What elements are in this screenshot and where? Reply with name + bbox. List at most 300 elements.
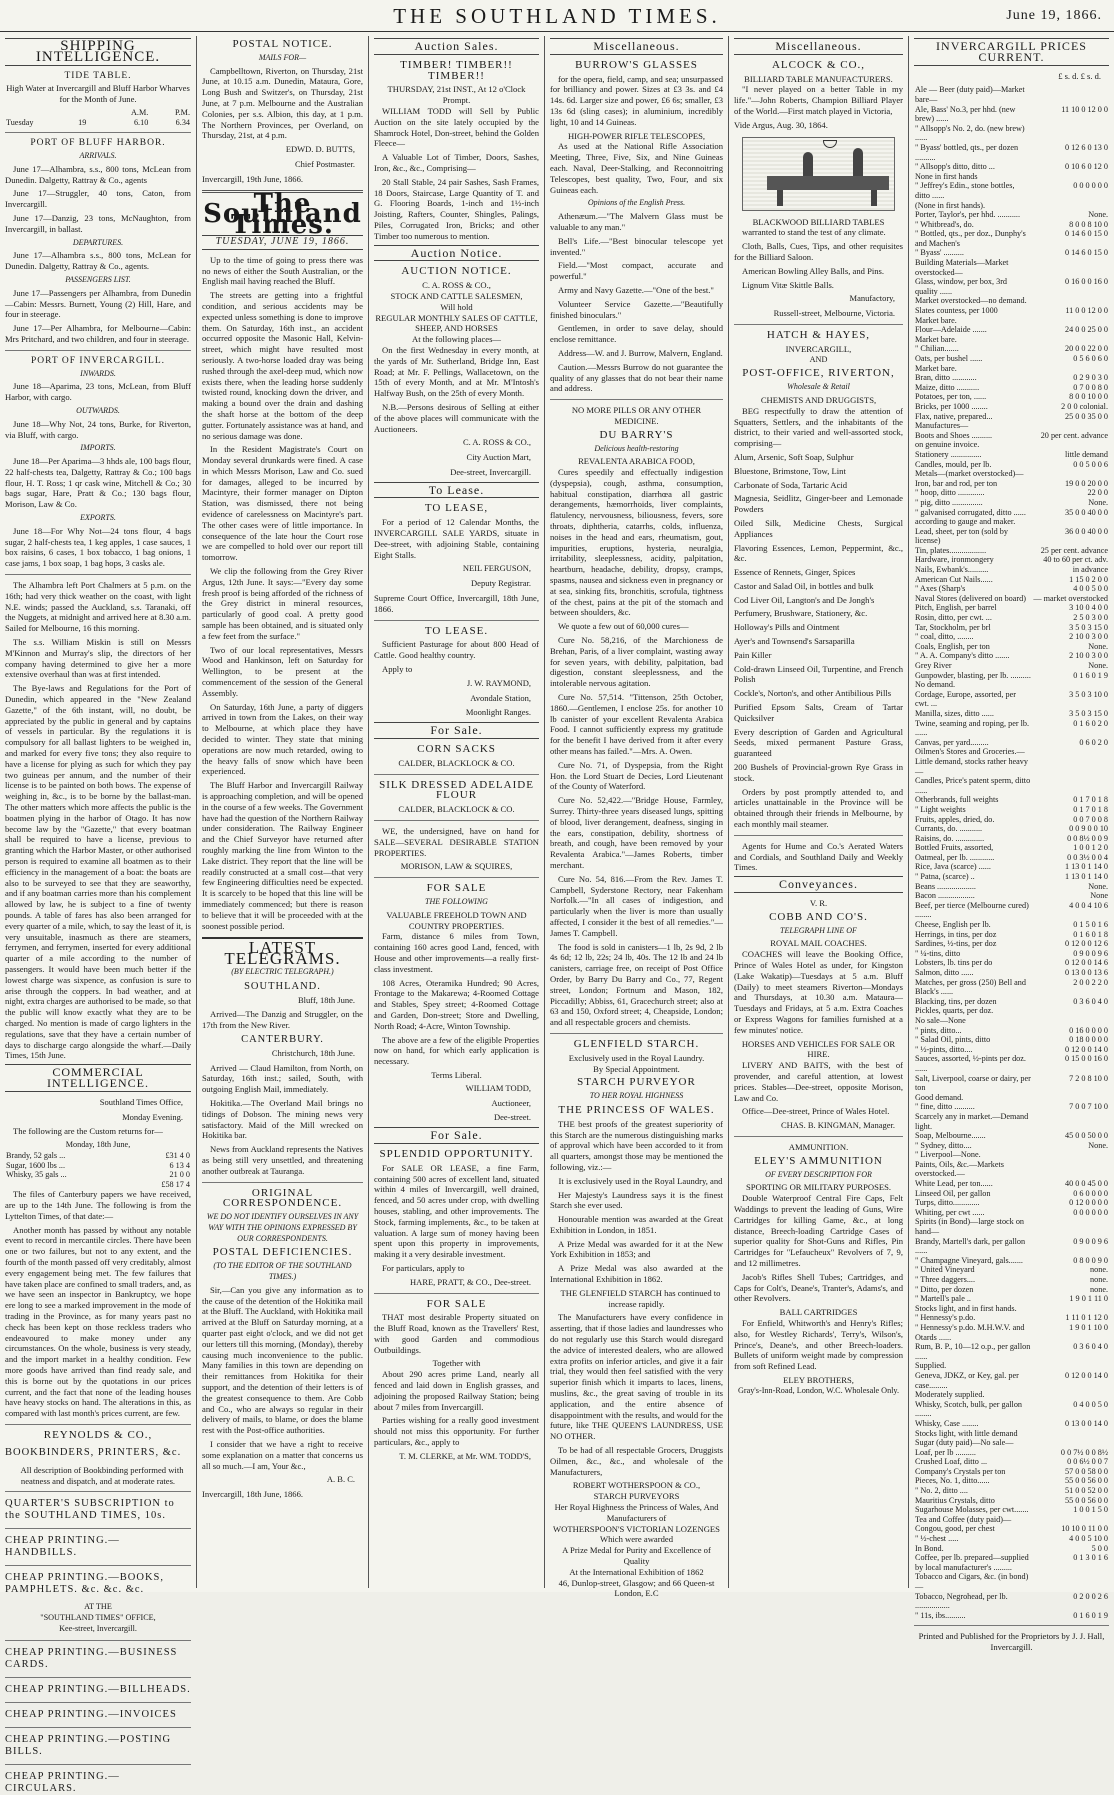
price-item: Candles, Price's patent sperm, ditto ...... [915, 776, 1031, 795]
table-row [914, 575, 1109, 585]
price-value: 57 0 0 58 0 0 [1065, 1466, 1108, 1476]
ad-line: HORSES AND VEHICLES FOR SALE OR HIRE. [741, 1038, 896, 1060]
price-value: None. [1088, 1140, 1108, 1150]
tide-table [5, 108, 191, 127]
price-item: " Allsopp's ditto, ditto ... [915, 162, 995, 172]
price-value [1032, 1361, 1109, 1371]
price-value: 7 0 0 7 10 0 [1069, 1102, 1108, 1112]
price-item: Company's Crystals per ton [915, 1466, 1006, 1476]
paragraph: for the opera, field, camp, and sea; unsurpassed for brilliancy and power. Sizes at £3 3s. and £4 14s. 6d. Larger size and power, £6 6s; smaller, £3 13s 6d (sling cases); in aluminium, incredibly light, 10 and 14 Guineas. [550, 73, 723, 127]
table-row [5, 1170, 191, 1180]
price-value [1032, 1438, 1109, 1448]
ad-line: ROBERT WOTHERSPOON & CO., [572, 1480, 701, 1491]
price-value [1032, 316, 1109, 326]
paragraph: Cure No. 52,422.—"Bridge House, Farmley, Surrey. Thirty-three years diseased lungs, spitting of blood, liver derangement, deafness, singing in the ears, constipation, debility, shortness of breath, and cough, have been removed by your Revalenta Arabica."—James Roberts, timber merchant. [550, 795, 723, 870]
ad-heading: REYNOLDS & CO., [43, 1429, 153, 1442]
table-row [914, 440, 1109, 450]
table-row [914, 958, 1109, 968]
price-item: Boots and Shoes .......... [915, 430, 993, 440]
table-row [914, 431, 1109, 441]
paragraph: A Valuable Lot of Timber, Doors, Sashes, Iron, &c., &c., Comprising— [374, 152, 539, 173]
price-value: 1 11 0 1 12 0 [1065, 1313, 1108, 1323]
subheading: DEPARTURES. [72, 237, 124, 247]
ad-lead: CHEAP PRINTING.—BILLHEADS. [5, 1683, 191, 1695]
price-item: " Sydney, ditto.... [915, 1140, 972, 1150]
paragraph: To be had of all respectable Grocers, Druggists Oilmen, &c., &c., and wholesale of the Manufacturers, [550, 1445, 723, 1477]
section-heading: For Sale. [374, 722, 539, 739]
price-item: Whisky, Scotch, bulk, per gallon ........ [915, 1399, 1023, 1419]
list-item: Pain Killer [734, 649, 772, 660]
price-value: None. [1088, 210, 1108, 220]
price-item: Tin, plates.................. [915, 545, 987, 555]
section-heading: INVERCARGILL PRICES CURRENT. [914, 38, 1109, 66]
price-value [1032, 296, 1109, 306]
ad-heading: BURROW'S GLASSES [575, 58, 698, 71]
paragraph: News from Auckland represents the Natives as being still very unsettled, and threatening another outbreak at Tauranga. [202, 1144, 363, 1176]
paragraph: WE, the undersigned, have on hand for SALE—SEVERAL DESIRABLE STATION PROPERTIES. [374, 826, 539, 858]
price-item: " Three daggers.... [915, 1275, 976, 1285]
price-value [1032, 258, 1109, 277]
price-item: Market bare. [915, 334, 957, 344]
list-item: Cod Liver Oil, Langton's and De Jongh's [734, 594, 875, 605]
paragraph: I consider that we have a right to receive some explanation on a matter that concerns us all so much.—I am, Your &c., [202, 1439, 363, 1471]
column-3 [368, 36, 544, 1588]
price-value: 45 0 0 50 0 0 [1065, 1131, 1108, 1141]
price-value [1032, 1429, 1109, 1439]
signature: A. B. C. [326, 1474, 355, 1485]
ad-line: Terms Liberal. [431, 1069, 482, 1080]
price-value [1032, 1150, 1109, 1160]
table-row [914, 1006, 1109, 1016]
paragraph: June 18—Aparima, 23 tons, McLean, from Bluff Harbor, with cargo. [5, 381, 191, 403]
price-value: 25 0 0 35 0 0 [1065, 411, 1108, 421]
imprint: Printed and Published for the Proprietors by J. J. Hall, Invercargill. [918, 1631, 1105, 1653]
paragraph: Lignum Vitæ Skittle Balls. [742, 279, 834, 290]
price-item: Fruits, apples, dried, do. [915, 814, 995, 824]
paragraph: June 18—For Why Not—24 tons flour, 4 bags sugar, 2 half-chests tea, 1 keg apples, 1 case sauces, 1 box raisins, 6 cases, 1 box tobacco, 1 bag onions, 1 case jams, 1 box soap, 1 bag hops, 3 casks ale. [5, 525, 191, 569]
price-item: Bricks, per 1000 ........ [915, 401, 988, 411]
paragraph: Arrived—The Danzig and Struggler, on the 17th from the New River. [202, 1009, 363, 1031]
paragraph: 20 Stall Stable, 24 pair Sashes, Sash Frames, 18 Doors, Staircase, Large Quantity of T. and G. Flooring Boards, 1-inch and 1½-inch Joisting, Rafters, Counter, Shingles, Palings, Piles, Corrugated Iron, Bricks; and other Timber too numerous to mention. [374, 176, 539, 241]
table-row [914, 1150, 1109, 1160]
dateline: Christchurch, 18th June. [271, 1047, 355, 1058]
price-item: Potatoes, per ton, ...... [915, 392, 987, 402]
table-row [914, 306, 1109, 316]
price-value [1032, 172, 1109, 182]
price-value: none. [1090, 1275, 1108, 1285]
table-row [914, 316, 1109, 326]
ad-line: AMMUNITION. [788, 1141, 849, 1152]
price-item: " Patna, (scarce) .. [915, 872, 975, 882]
paragraph: Army and Navy Gazette.—"One of the best." [558, 284, 714, 295]
ad-lead: QUARTER'S SUBSCRIPTION to the SOUTHLAND TIMES, 10s. [5, 1498, 175, 1522]
price-item: No demand. [915, 680, 956, 690]
signature: MORISON, LAW & SQUIRES, [400, 861, 513, 872]
place-heading: SOUTHLAND. [244, 980, 321, 992]
table-row [914, 862, 1109, 872]
paragraph: Supreme Court Office, Invercargill, 18th June, 1866. [374, 593, 539, 614]
list-item: Alum, Arsenic, Soft Soap, Sulphur [734, 451, 854, 462]
ad-line: Kee-street, Invercargill. [59, 1624, 137, 1633]
price-item: Lobsters, lb. tins per do [915, 958, 993, 968]
price-item: Iron, bar and rod, per ton [915, 478, 998, 488]
table-row [914, 1611, 1109, 1621]
price-item: Pickles, quarts, per doz. [915, 1006, 994, 1016]
paragraph: The Bye-laws and Regulations for the Port of Dunedin, which appeared in the "New Zealand Gazette," of the 6th instant, will, no doubt, be appreciated by the public in general and by captains of vessels in particular. By the regulations it is compulsory for all ballast lighters to be weighed in, and marked for every five tons; they also require to have a license for plying as such for which they pay two guineas per annum, and the number of their license is to be painted on both bows. The expense of weighing in, &c., is to be borne by the ballast-man. The other matters which more affects the public is the boatmen plying in the harbor of Otago. It has now become law by the "Gazette," that every boatman shall be required to have a license, previous to granting which the Harbor Master, or other authorised person is required to examine all boatmen as to their efficiency in the management of a boat: the boats are also to be surveyed to see that they are seaworthy, and if any boatman carries more than his complement allowed by law, he is subject to a fine of twenty pounds. A table of fares has also been arranged for every quarter of a mile, which, to say the least of it, is very unsuitable, inasmuch as there are steamers, ferrymen, and ferrymen, inserted for every additional quarter of a mile according to the number of passengers. It would have been much better if the lowest charge was sixpence, as confusion is sure to arise through the coppers. In bad weather, and at night, extra charges are authorised to be made, so that the public will know exactly what they are to be charged. No mention is made of cargo lighters in the regulations, save that they have a certain number of days to discharge cargo alongside the wharf.—Daily Times, 15th June. [5, 683, 191, 1061]
price-item: Congou, good, per chest [915, 1524, 995, 1534]
paragraph: Gentlemen, in order to save delay, should enclose remittance. [550, 323, 723, 345]
table-row [914, 1342, 1109, 1361]
paragraph: Volunteer Service Gazette.—"Beautifully finished binoculars." [550, 298, 723, 320]
price-item: Canvas, per yard......... [915, 737, 989, 747]
ad-heading: FOR SALE [426, 1297, 487, 1310]
price-item: Metals—(market overstocked)— [915, 469, 1024, 479]
table-row [914, 815, 1109, 825]
paragraph: Campbelltown, Riverton, on Thursday, 21st June, at 10.15 a.m. Dunedin, Mataura, Gore, Long Bush and Switzer's, on Thursday, 21st June, at 7 p.m. Melbourne and the Australian Colonies, per s.s. Albion, this day, at 1 p.m. The Northern Provinces, per Overland, on Thursday, 21st, at 4 p.m. [202, 65, 363, 141]
table-row [914, 632, 1109, 642]
ad-heading: ELEY'S AMMUNITION [754, 1154, 883, 1167]
price-value: 55 0 0 56 0 0 [1065, 1476, 1108, 1486]
price-item: Geneva, JDKZ, or Key, gal. per case......... [915, 1370, 1019, 1390]
price-item: Manilla, sizes, ditto ...... [915, 708, 994, 718]
price-value: 20 0 0 22 0 0 [1065, 344, 1108, 354]
table-row [5, 1151, 191, 1161]
list-item: Cold-drawn Linseed Oil, Turpentine, and French Polish [734, 663, 903, 685]
table-row [914, 1054, 1109, 1073]
price-value: 22 0 0 [1087, 488, 1108, 498]
price-item: Stocks light, and in first hands. [915, 1303, 1017, 1313]
price-item: Manufactures— [915, 421, 969, 431]
ad-line: SPORTING OR MILITARY PURPOSES. [745, 1182, 892, 1193]
price-value: 0 1 6 0 1 8 [1073, 929, 1108, 939]
dateline: Monday, 18th June, [65, 1140, 131, 1150]
ad-line: REGULAR MONTHLY SALES OF CATTLE, SHEEP, AND HORSES [375, 312, 538, 334]
paragraph: Invercargill, 19th June, 1866. [202, 173, 304, 184]
price-value: 0 14 6 0 15 0 [1065, 229, 1108, 239]
ad-lead: CHEAP PRINTING.—BOOKS, PAMPHLETS. &c. &c. &c. [5, 1572, 164, 1596]
price-item: Candles, mould, per lb. [915, 459, 992, 469]
price-value: 55 0 0 56 0 0 [1065, 1495, 1108, 1505]
list-item: Bluestone, Brimstone, Tow, Lint [734, 465, 846, 476]
table-row [914, 344, 1109, 354]
paragraph: N.B.—Persons desirous of Selling at either of the above places will communicate with the Auctioneers. [374, 401, 539, 434]
price-item: " Ditto, per dozen [915, 1284, 974, 1294]
subheading: TELEGRAPH LINE OF [780, 925, 857, 935]
paragraph: The above are a few of the eligible Properties now on hand, for which early application is necessary. [374, 1034, 539, 1067]
table-row [914, 1505, 1109, 1515]
tide-day: Tuesday [6, 117, 34, 127]
price-item: Beans ................... [915, 881, 976, 891]
signature: WILLIAM TODD, [465, 1082, 531, 1093]
subheading: THE FOLLOWING [425, 897, 488, 906]
price-item: Blacking, tins, per dozen [915, 996, 997, 1006]
table-row [914, 105, 1109, 124]
price-item: " fine, ditto .......... [915, 1102, 975, 1112]
signature: Deputy Registrar. [471, 578, 531, 589]
price-value: 4 0 0 5 0 0 [1073, 584, 1108, 594]
table-row [914, 1074, 1109, 1093]
section-heading: Conveyances. [734, 876, 903, 893]
list-item: Flavoring Essences, Lemon, Peppermint, &c., &c. [734, 542, 903, 564]
table-row [914, 527, 1109, 546]
paragraph: Sir,—Can you give any information as to the cause of the detention of the Hokitika mail at the Bluff. The Auckland, with Hokitika mail arrived at the Bluff on Saturday morning, at a quarter past eight o'clock, and we did not get our letters till this morning, (Monday), thereby causing much inconvenience to the public. Many families in this town are depending on their remittances from Hokitika for their support, and the detention of their letters is of the greatest consequence to them. Are Cobb and Co., who are always so regular in their delivery of mails, to blame, or does the blame rest with the Post-office authorities. [202, 1284, 363, 1436]
paragraph: THE GLENFIELD STARCH has continued to increase rapidly. [560, 1287, 721, 1309]
price-item: Tobacco, Negrohead, per lb. ................. [915, 1591, 1008, 1611]
masthead [0, 0, 1114, 32]
ad-heading: COBB AND CO'S. [769, 910, 868, 923]
price-value: 0 1 6 0 1 9 [1073, 1610, 1108, 1620]
price-item: Building Materials—Market overstocked— [915, 258, 1009, 277]
column-4 [544, 36, 728, 1599]
table-row [914, 968, 1109, 978]
price-value: 24 0 0 25 0 0 [1065, 325, 1108, 335]
price-item: Rosin, ditto, per cwt. ... [915, 613, 992, 623]
table-row [914, 1256, 1109, 1266]
price-value: 0 12 0 0 14 6 [1065, 958, 1108, 968]
signature: T. M. CLERKE, at Mr. WM. TODD'S, [399, 1450, 531, 1461]
price-item: " Chilian....... [915, 344, 959, 354]
price-value [1032, 1160, 1109, 1179]
table-row [914, 412, 1109, 422]
price-value: 0 12 0 0 0 0 [1069, 1198, 1108, 1208]
price-value: in advance [1072, 565, 1108, 575]
table-row [914, 776, 1109, 795]
paragraph: For SALE OR LEASE, a fine Farm, containing 500 acres of excellent land, situated within 4 miles of Invercargill, well drained, fenced, and 50 acres under crop, with dwelling houses, stabling, and other improvements. The Stock, farming implements, &c., to be taken at valuation. A large sum of money having been spent upon this property in improvements, making it a very desirable investment. [374, 1162, 539, 1260]
table-row [914, 498, 1109, 508]
price-item: Gunpowder, blasting, per lb. .......... [915, 670, 1031, 680]
table-row [914, 277, 1109, 296]
price-value: 1 0 0 1 2 0 [1073, 843, 1108, 853]
paragraph: It is exclusively used in the Royal Laundry, and [558, 1175, 723, 1186]
price-item: Tar, Stockholm, per brl [915, 622, 991, 632]
paragraph: June 18—Why Not, 24 tons, Burke, for Riverton, via Bluff, with cargo. [5, 418, 191, 440]
price-value: 7 2 0 8 10 0 [1069, 1073, 1108, 1083]
table-row [914, 680, 1109, 690]
place-heading: CANTERBURY. [241, 1033, 324, 1045]
price-item: Mauritius Crystals, ditto [915, 1495, 995, 1505]
paragraph: Apply to [382, 664, 413, 675]
price-item: " ½-pints, ditto.... [915, 1044, 973, 1054]
ad-line: 46, Dunlop-street, Glasgow; and 66 Queen-st London, E.C [558, 1577, 715, 1599]
price-item: Oats, per bushel ...... [915, 354, 983, 364]
price-value [1032, 364, 1109, 374]
paragraph: THE best proofs of the greatest superiority of this Starch are the numerous distinguishing marks of approval which have been accorded to it from all quarters, amongst those may be mentioned the following, viz.:— [550, 1118, 723, 1172]
price-item: Rum, B. P., 10—12 o.p., per gallon ...... [915, 1342, 1031, 1361]
price-value: None. [1088, 641, 1108, 651]
paragraph: "I never played on a better Table in my life."—John Roberts, Champion Billiard Player of the World.—First match played in Victoria, [734, 84, 903, 116]
price-value: 0 1 7 0 1 8 [1073, 804, 1108, 814]
price-item: Slates countess, per 1000 [915, 306, 998, 316]
table-row [914, 584, 1109, 594]
price-value [1032, 1515, 1109, 1525]
price-item: Market overstocked—no demand. [915, 296, 1027, 306]
price-item: Market bare. [915, 363, 957, 373]
table-row [914, 508, 1109, 518]
section-heading: To Lease. [374, 482, 539, 499]
price-value: 3 10 0 4 0 0 [1069, 603, 1108, 613]
subheading: INWARDS. [80, 368, 116, 378]
price-value: 3 5 0 3 15 0 [1069, 622, 1108, 632]
price-item: Turps, ditto............. [915, 1198, 980, 1208]
price-value: 0 1 6 0 2 0 [1073, 718, 1108, 728]
paragraph: The streets are getting into a frightful condition, and serious accidents may be expected unless something is done to improve them. On Saturday, 16th inst., an accident occurred opposite the Masonic Hall, Kelvin-street, which might have resulted most seriously. A two-horse loaded dray was being rushed through the axel-deep mud, which now exists there, when the leading horse suddenly twisted round, knocking down the driver, and making a bound over the drain and dashing the shaft horse at the bottom of the deep gutter. Fortunately assistance was at hand, and no serious damage was done. [202, 290, 363, 441]
paragraph: June 17—Struggler, 40 tons, Caton, from Invercargill. [5, 188, 191, 210]
ad-heading: SILK DRESSED ADELAIDE FLOUR [379, 778, 534, 802]
subheading: OF EVERY DESCRIPTION FOR [765, 1169, 872, 1179]
ad-line: V. R. [809, 898, 828, 909]
table-row [914, 824, 1109, 834]
price-item: " ¼-tins, ditto [915, 948, 961, 958]
table-row [914, 201, 1109, 211]
table-row [914, 1371, 1109, 1390]
ad-line: C. A. ROSS & CO., [422, 280, 491, 291]
price-item: " coal, ditto, ........ [915, 632, 974, 642]
paragraph: We clip the following from the Grey River Argus, 12th June. It says:—"Every day some fresh proof is being afforded of the richness of the Grey district in mineral resources, particularly of good coal. A pretty good sample has been obtained, and is situated only a few feet from the surface." [202, 566, 363, 641]
price-item: Currants, do. ........... [915, 824, 983, 834]
paragraph: BEG respectfully to draw the attention of Squatters, Settlers, and the inhabitants of the district, to their varied and well-assorted stock, comprising— [734, 405, 903, 449]
price-item: Nails, Ewbank's.......... [915, 565, 989, 575]
ad-heading: HATCH & HAYES, [766, 328, 871, 341]
paragraph: Agents for Hume and Co.'s Aerated Waters and Cordials, and Southland Daily and Weekly Times. [734, 840, 903, 873]
paragraph: Two of our local representatives, Messrs Wood and Hankinson, left on Saturday for Wellington, to be present at the commencement of the session of the General Assembly. [202, 644, 363, 698]
table-row [914, 1112, 1109, 1131]
signature: EDWD. D. BUTTS, [285, 144, 355, 155]
table-row [914, 460, 1109, 470]
paragraph: For Enfield, Whitworth's and Henry's Rifles; also, for Westley Richards', Terry's, Wilson's, Prince's, Deane's, and other Breech-loaders. Bullets of uniform weight made by compression from soft Refined Lead. [734, 1317, 903, 1372]
price-value: 0 2 0 0 2 6 [1073, 1591, 1108, 1601]
price-item: " A. A. Company's ditto ....... [915, 651, 1010, 661]
ad-heading: THE PRINCESS OF WALES. [558, 1103, 715, 1116]
ad-heading: STARCH PURVEYOR [577, 1076, 696, 1089]
price-item: " hoop, ditto ............. [915, 488, 985, 498]
price-value: 1 15 0 2 0 0 [1069, 574, 1108, 584]
column-5 [728, 36, 908, 1588]
customs-item: Brandy, 52 gals ... [6, 1150, 66, 1160]
price-item: Twine, seaming and roping, per lb. ...... [915, 718, 1030, 738]
paragraph: 108 Acres, Oteramika Hundred; 90 Acres, Frontage to the Makarewa; 4-Roomed Cottage and Stables, Spey street; 4-Roomed Cottage and Garden, Don-street; Store and Dwelling, North Road; 4-Acre, Winton Township. [374, 977, 539, 1031]
ad-line: A Prize Medal for Purity and Excellence of Quality [562, 1545, 711, 1566]
table-row [914, 1035, 1109, 1045]
price-value [1032, 440, 1109, 450]
price-value: — market overstocked [1033, 593, 1108, 603]
price-item: Ale, Bass' No.3, per hhd. (new brew) ...... [915, 104, 1016, 124]
paragraph: Office—Dee-street, Prince of Wales Hotel. [742, 1106, 890, 1117]
price-item: Matches, per gross (250) Bell and Black's ...... [915, 977, 1026, 997]
price-value: 0 1 7 0 1 8 [1073, 795, 1108, 805]
ad-line: HIGH-POWER RIFLE TELESCOPES, [567, 130, 706, 141]
signature: C. A. ROSS & CO., [462, 437, 531, 448]
subheading: ARRIVALS. [79, 150, 117, 160]
price-item: Loaf, per lb .......... [915, 1447, 976, 1457]
ad-line: STARCH PURVEYORS [593, 1491, 680, 1502]
price-item: Flax, native, prepared... [915, 411, 993, 421]
price-value: 0 14 6 0 15 0 [1065, 248, 1108, 258]
price-value: 4 0 0 4 10 6 [1069, 900, 1108, 910]
section-heading: For Sale. [374, 1127, 539, 1144]
table-row [914, 258, 1109, 277]
price-item: Raisins, do. .............. [915, 833, 985, 843]
price-item: Naval Stores (delivered on board) [915, 593, 1026, 603]
price-item: (None in first hands). [915, 200, 986, 210]
price-value: 0 7 0 0 8 0 [1073, 382, 1108, 392]
price-value [1032, 1093, 1109, 1103]
table-row [914, 1534, 1109, 1544]
price-item: Beef, per tierce (Melbourne cured) ........ [915, 900, 1029, 920]
table-row [914, 546, 1109, 556]
ad-line: At the following places— [411, 334, 502, 345]
price-value: None. [1088, 661, 1108, 671]
price-value: 2 0 0 2 2 0 [1073, 977, 1108, 987]
price-value: 1 13 0 1 14 0 [1065, 862, 1108, 872]
ad-line: ROYAL MAIL COACHES. [770, 938, 867, 949]
table-row [914, 1179, 1109, 1189]
paragraph: As used at the National Rifle Association Meeting, Three, Five, Six, and Nine Guineas each. Naval, Deer-Stalking, and Reconnoitring Telescopes, best quality, Two, Four, and six Guineas each. [550, 141, 723, 195]
price-item: Stocks light, with little demand [915, 1428, 1018, 1438]
price-item: Rice, Java (scarce) ...... [915, 862, 991, 872]
price-item: " Byass' bottled, qts., per dozen .......... [915, 142, 1019, 162]
ad-heading: ALCOCK & CO., [771, 58, 866, 71]
subheading: TO HER ROYAL HIGHNESS [589, 1091, 684, 1101]
ad-line: CALDER, BLACKLOCK & CO. [398, 757, 515, 768]
subheading: Opinions of the English Press. [587, 198, 686, 208]
table-row [914, 709, 1109, 719]
ad-line: ELEY BROTHERS, [783, 1374, 854, 1385]
table-row [914, 1198, 1109, 1208]
paragraph: On the first Wednesday in every month, at the yards of Mr. Sutherland, Bridge Inn, East Road; at Mr. F. Pellings, Wallacetown, on the 15th of every Month, and at Mr. M'Intosh's Halfway Bush, on the 25th of every Month. [374, 344, 539, 399]
paragraph: Bell's Life.—"Best binocular telescope yet invented." [550, 235, 723, 257]
price-value: 11 0 0 12 0 0 [1065, 306, 1108, 316]
ad-line: BLACKWOOD BILLIARD TABLES [752, 216, 885, 227]
price-item: " Light weights [915, 804, 966, 814]
table-row [914, 843, 1109, 853]
paragraph: Cure No. 71, of Dyspepsia, from the Right Hon. the Lord Stuart de Decies, Lord Lieutenant of the County of Waterford. [550, 759, 723, 792]
table-row [914, 517, 1109, 527]
ad-line: VALUABLE FREEHOLD TOWN AND COUNTRY PROPERTIES. [386, 909, 527, 931]
section-subheading: PORT OF INVERCARGILL. [31, 355, 165, 366]
subheading: (BY ELECTRIC TELEGRAPH.) [231, 966, 334, 976]
table-row [914, 920, 1109, 930]
price-value: 35 0 0 40 0 0 [1065, 507, 1108, 517]
paragraph: About 290 acres prime Land, nearly all fenced and laid down in English grasses, and adjoining the proposed Railway Station; being about 7 miles from Invercargill. [374, 1369, 539, 1412]
price-units-header: £ s. d. £ s. d. [1058, 70, 1101, 81]
section-heading: Auction Notice. [374, 245, 539, 262]
price-item: " Bottled, qts., per doz., Dunphy's and Machen's [915, 229, 1026, 248]
table-row [914, 354, 1109, 364]
ad-line: Which were awarded [599, 1534, 673, 1545]
table-row [914, 1313, 1109, 1323]
price-value: 0 0 0 0 0 0 [1073, 181, 1108, 191]
paragraph: American Bowling Alley Balls, and Pins. [742, 265, 885, 276]
issue-date: June 19, 1866. [1006, 8, 1102, 23]
table-row [914, 162, 1109, 172]
signature: Dee-street. [493, 1112, 531, 1123]
price-item: " galvanised corrugated, ditto ...... [915, 507, 1026, 517]
paragraph: For a period of 12 Calendar Months, the INVERCARGILL SALE YARDS, situate in Dee-street, with adjoining Stable, containing Eight Stalls. [374, 517, 539, 560]
ad-line: Together with [432, 1358, 481, 1369]
price-value: 40 to 60 per ct. adv. [1043, 555, 1108, 565]
price-item: Coffee, per lb. prepared—supplied by local manufacturer's ......... [915, 1553, 1029, 1572]
price-item: Good demand. [915, 1092, 964, 1102]
price-item: White Lead, per ton...... [915, 1179, 993, 1189]
price-value: 0 5 6 0 6 0 [1073, 354, 1108, 364]
list-item: Cockle's, Norton's, and other Antibilious Pills [734, 688, 892, 699]
table-row [914, 143, 1109, 162]
price-value: 0 12 6 0 13 0 [1065, 142, 1108, 152]
price-value: none. [1090, 1265, 1108, 1275]
signature: Dee-street, Invercargill. [450, 466, 531, 477]
customs-value: 21 0 0 [169, 1170, 190, 1180]
price-value: 1 0 0 1 5 0 [1073, 1505, 1108, 1515]
